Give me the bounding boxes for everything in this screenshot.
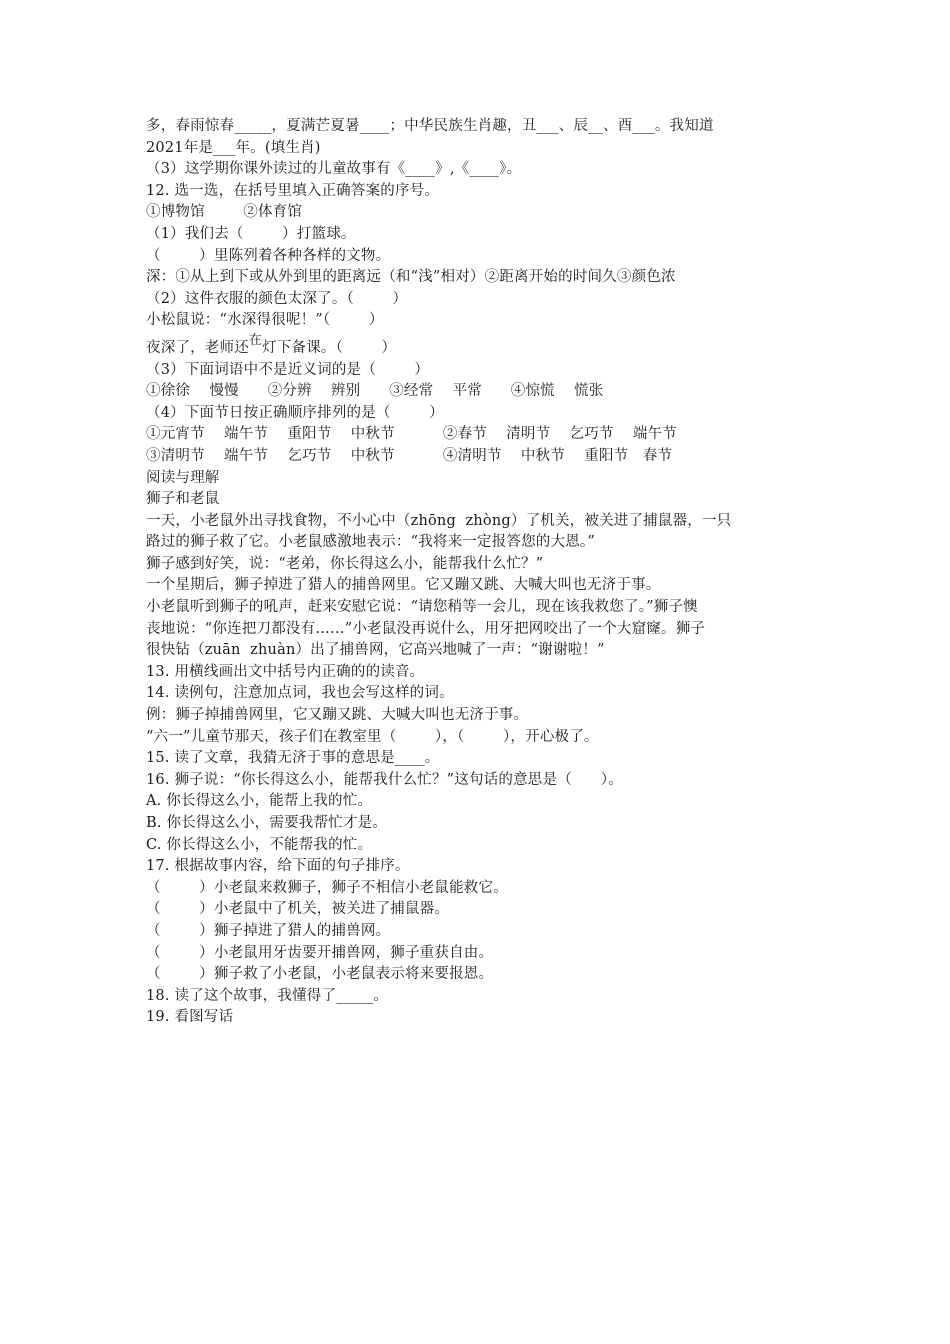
- question-line: （2）这件衣服的颜色太深了。（ ）: [146, 290, 408, 307]
- order-item: （ ）小老鼠用牙齿要开捕兽网，狮子重获自由。: [146, 944, 494, 961]
- question-line: “六一”儿童节那天，孩子们在教室里（ ），（ ），开心极了。: [146, 728, 599, 745]
- story-line: 丧地说：“你连把刀都没有……”小老鼠没再说什么，用牙把网咬出了一个大窟窿。狮子: [146, 620, 706, 637]
- text-line: （3）这学期你课外读过的儿童故事有《____》,《____》。: [146, 161, 522, 178]
- question-line: [146, 332, 806, 360]
- story-title: 狮子和老鼠: [146, 491, 220, 508]
- question-line: （4）下面节日按正确顺序排列的是（ ）: [146, 404, 444, 421]
- text-line: 多，春雨惊春_____，夏满芒夏暑____；中华民族生肖趣，丑___、辰__、酉___。我知道: [146, 118, 714, 134]
- choice-a: A. 你长得这么小，能帮上我的忙。: [146, 793, 373, 810]
- question-line: （ ）里陈列着各种各样的文物。: [146, 247, 391, 264]
- question-17: 17. 根据故事内容，给下面的句子排序。: [146, 858, 410, 875]
- story-line: 路过的狮子救了它。小老鼠感激地表示：“我将来一定报答您的大恩。”: [146, 534, 595, 551]
- question-16: 16. 狮子说：“你长得这么小，能帮我什么忙？”这句话的意思是（ ）。: [146, 771, 623, 788]
- text-line: 2021年是___年。(填生肖): [146, 139, 321, 156]
- question-line: 小松鼠说：“水深得很呢！”（ ）: [146, 312, 384, 329]
- choice-b: B. 你长得这么小，需要我帮忙才是。: [146, 815, 387, 831]
- text-fragment: 灯下备课。（ ）: [262, 339, 397, 356]
- option-line: ①元宵节 端午节 重阳节 中秋节 ②春节 清明节 乞巧节 端午节: [146, 426, 678, 443]
- order-item: （ ）狮子救了小老鼠，小老鼠表示将来要报恩。: [146, 966, 494, 983]
- definition-line: 深：①从上到下或从外到里的距离远（和“浅”相对）②距离开始的时间久③颜色浓: [146, 269, 676, 286]
- text-fragment: 夜深了，老师还: [146, 339, 249, 356]
- raised-character: 在: [248, 332, 263, 348]
- story-line: 小老鼠听到狮子的吼声，赶来安慰它说：“请您稍等一会儿，现在该我救您了。”狮子懊: [146, 599, 698, 616]
- option-line: ①博物馆 ②体育馆: [146, 204, 303, 221]
- order-item: （ ）小老鼠中了机关，被关进了捕鼠器。: [146, 901, 450, 918]
- order-item: （ ）小老鼠来救狮子，狮子不相信小老鼠能救它。: [146, 879, 508, 896]
- order-item: （ ）狮子掉进了猎人的捕兽网。: [146, 922, 391, 939]
- story-line: 一天，小老鼠外出寻找食物，不小心中（zhōng zhòng）了机关，被关进了捕鼠器，一只: [146, 512, 732, 529]
- option-line: ①徐徐 慢慢 ②分辨 辨别 ③经常 平常 ④惊慌 慌张: [146, 383, 604, 400]
- question-line: （3）下面词语中不是近义词的是（ ）: [146, 361, 430, 378]
- story-line: 很快钻（zuān zhuàn）出了捕兽网，它高兴地喊了一声：“谢谢啦！”: [146, 642, 605, 659]
- example-line: 例：狮子掉捕兽网里，它又蹦又跳、大喊大叫也无济于事。: [146, 707, 529, 724]
- story-line: 狮子感到好笑，说：“老弟，你长得这么小，能帮我什么忙？”: [146, 555, 544, 572]
- question-19: 19. 看图写话: [146, 1009, 234, 1026]
- option-line: ③清明节 端午节 乞巧节 中秋节 ④清明节 中秋节 重阳节 春节: [146, 447, 673, 464]
- section-heading: 阅读与理解: [146, 469, 220, 486]
- story-line: 一个星期后，狮子掉进了猎人的捕兽网里。它又蹦又跳、大喊大叫也无济于事。: [146, 577, 661, 594]
- question-18: 18. 读了这个故事，我懂得了_____。: [146, 987, 389, 1004]
- question-12: 12. 选一选，在括号里填入正确答案的序号。: [146, 182, 440, 199]
- document-content: [146, 116, 806, 1029]
- choice-c: C. 你长得这么小，不能帮我的忙。: [146, 836, 373, 853]
- question-15: 15. 读了文章，我猜无济于事的意思是____。: [146, 750, 440, 767]
- question-line: （1）我们去（ ）打篮球。: [146, 225, 356, 242]
- question-14: 14. 读例句，注意加点词，我也会写这样的词。: [146, 685, 454, 702]
- question-13: 13. 用横线画出文中括号内正确的的读音。: [146, 663, 425, 680]
